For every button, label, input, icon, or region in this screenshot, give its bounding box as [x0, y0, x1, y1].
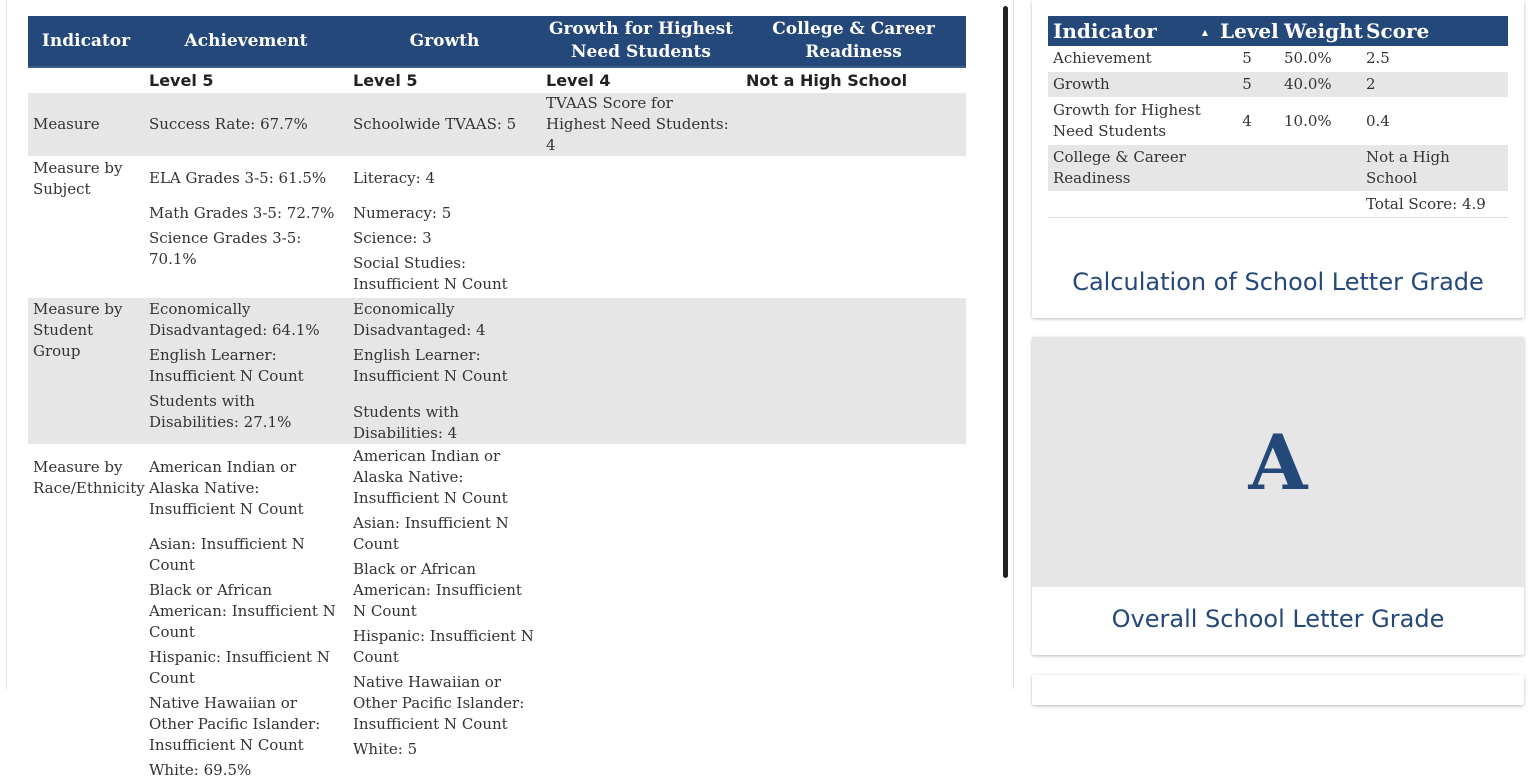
- subject-social-studies: Social Studies: Insufficient N Count: [353, 254, 508, 293]
- detail-header-row: [28, 16, 966, 67]
- race-black-growth: Black or African American: Insufficient N Count: [353, 560, 522, 620]
- table-row: [1048, 98, 1508, 145]
- table-row: [1048, 46, 1508, 72]
- total-empty-3: [1279, 192, 1361, 218]
- measure-growth: Schoolwide TVAAS: 5: [348, 93, 541, 156]
- row-indicator: Growth: [1048, 72, 1215, 98]
- by-race-label: Measure by Race/Ethnicity: [33, 458, 145, 497]
- calculation-title: Calculation of School Letter Grade: [1072, 268, 1484, 296]
- row-score: 2.5: [1361, 46, 1508, 72]
- level-highest-need: Level 4: [546, 71, 611, 90]
- header-indicator: Indicator: [28, 16, 144, 67]
- table-row: [1048, 72, 1508, 98]
- grade-display: [1032, 337, 1524, 587]
- by-group-growth: [348, 298, 541, 444]
- overall-grade-card: [1032, 337, 1524, 655]
- weights-header-level[interactable]: Level: [1215, 16, 1279, 46]
- row-weight: 50.0%: [1279, 46, 1361, 72]
- subject-literacy: Literacy: 4: [353, 169, 436, 187]
- header-highest-need: Growth for Highest Need Students: [541, 16, 741, 67]
- group-econ: Economically Disadvantaged: 64.1%: [149, 300, 320, 339]
- indicator-detail-table: [28, 16, 966, 781]
- level-achievement: Level 5: [149, 71, 214, 90]
- grade-letter: A: [1248, 417, 1308, 507]
- indicator-detail-panel: [6, 0, 1014, 779]
- row-level: 4: [1215, 98, 1279, 145]
- header-achievement: Achievement: [144, 16, 348, 67]
- race-nhpi-growth: Native Hawaiian or Other Pacific Islander: Insufficient N Count: [353, 673, 525, 733]
- weights-header-indicator-label: Indicator: [1053, 19, 1157, 43]
- weights-header-score[interactable]: Score: [1361, 16, 1508, 46]
- row-weight: 40.0%: [1279, 72, 1361, 98]
- row-level: 5: [1215, 46, 1279, 72]
- race-asian-growth: Asian: Insufficient N Count: [353, 514, 509, 553]
- row-score: 0.4: [1361, 98, 1508, 145]
- total-empty-2: [1215, 192, 1279, 218]
- overall-grade-title: Overall School Letter Grade: [1111, 605, 1445, 633]
- by-group-highest-need: [541, 298, 741, 444]
- by-subject-ccr: [741, 156, 966, 298]
- level-cell-empty: [28, 67, 144, 93]
- letter-grade-calculation-card: [1032, 0, 1524, 318]
- race-nhpi: Native Hawaiian or Other Pacific Islander: Insufficient N Count: [149, 694, 321, 754]
- weights-table: [1048, 16, 1508, 218]
- row-indicator: Growth for Highest Need Students: [1048, 98, 1215, 145]
- header-ccr: College & Career Readiness: [741, 16, 966, 67]
- weights-header-indicator[interactable]: [1048, 16, 1215, 46]
- group-el: English Learner: Insufficient N Count: [149, 346, 304, 385]
- sort-ascending-icon[interactable]: ▲: [1201, 27, 1208, 37]
- by-subject-row: [28, 156, 966, 298]
- by-subject-highest-need: [541, 156, 741, 298]
- race-black: Black or African American: Insufficient N Count: [149, 581, 336, 641]
- row-score: 2: [1361, 72, 1508, 98]
- measure-label: Measure: [28, 93, 144, 156]
- vertical-scrollbar[interactable]: [1003, 6, 1008, 578]
- by-race-growth: [348, 444, 541, 781]
- by-group-achievement: [144, 298, 348, 444]
- by-race-ccr: [741, 444, 966, 781]
- measure-ccr: [741, 93, 966, 156]
- group-el-growth: English Learner: Insufficient N Count: [353, 346, 508, 385]
- race-hispanic-growth: Hispanic: Insufficient N Count: [353, 627, 534, 666]
- by-race-highest-need: [541, 444, 741, 781]
- measure-highest-need: TVAAS Score for Highest Need Students: 4: [541, 93, 741, 156]
- table-row: [1048, 145, 1508, 192]
- total-empty-1: [1048, 192, 1215, 218]
- row-weight: 10.0%: [1279, 98, 1361, 145]
- by-subject-growth: [348, 156, 541, 298]
- by-subject-achievement: [144, 156, 348, 298]
- subject-science-growth: Science: 3: [353, 229, 432, 247]
- race-aian-growth: American Indian or Alaska Native: Insufficient N Count: [353, 447, 508, 507]
- by-subject-label: Measure by Subject: [33, 159, 123, 198]
- total-row: [1048, 192, 1508, 218]
- by-group-ccr: [741, 298, 966, 444]
- race-hispanic: Hispanic: Insufficient N Count: [149, 648, 330, 687]
- subject-science: Science Grades 3-5: 70.1%: [149, 229, 302, 268]
- by-group-row: [28, 298, 966, 444]
- row-indicator: College & Career Readiness: [1048, 145, 1215, 192]
- race-asian: Asian: Insufficient N Count: [149, 535, 305, 574]
- weights-header-weight[interactable]: Weight: [1279, 16, 1361, 46]
- next-card: [1032, 675, 1524, 705]
- subject-numeracy: Numeracy: 5: [353, 204, 452, 222]
- row-score: Not a High School: [1361, 145, 1508, 192]
- row-weight: [1279, 145, 1361, 192]
- row-level: [1215, 145, 1279, 192]
- subject-ela: ELA Grades 3-5: 61.5%: [149, 169, 327, 187]
- subject-math: Math Grades 3-5: 72.7%: [149, 204, 335, 222]
- row-indicator: Achievement: [1048, 46, 1215, 72]
- measure-row: [28, 93, 966, 156]
- group-swd-growth: Students with Disabilities: 4: [353, 403, 459, 442]
- level-growth: Level 5: [353, 71, 418, 90]
- race-aian: American Indian or Alaska Native: Insufficient N Count: [149, 458, 304, 518]
- row-level: 5: [1215, 72, 1279, 98]
- group-swd: Students with Disabilities: 27.1%: [149, 392, 292, 431]
- by-race-achievement: [144, 444, 348, 781]
- level-ccr: Not a High School: [746, 71, 908, 90]
- race-white: White: 69.5%: [149, 761, 252, 779]
- levels-row: [28, 67, 966, 93]
- header-growth: Growth: [348, 16, 541, 67]
- by-race-row: [28, 444, 966, 781]
- measure-achievement: Success Rate: 67.7%: [144, 93, 348, 156]
- group-econ-growth: Economically Disadvantaged: 4: [353, 300, 486, 339]
- by-group-label: Measure by Student Group: [28, 298, 144, 444]
- weights-header-row: [1048, 16, 1508, 46]
- race-white-growth: White: 5: [353, 740, 418, 758]
- total-score: Total Score: 4.9: [1361, 192, 1508, 218]
